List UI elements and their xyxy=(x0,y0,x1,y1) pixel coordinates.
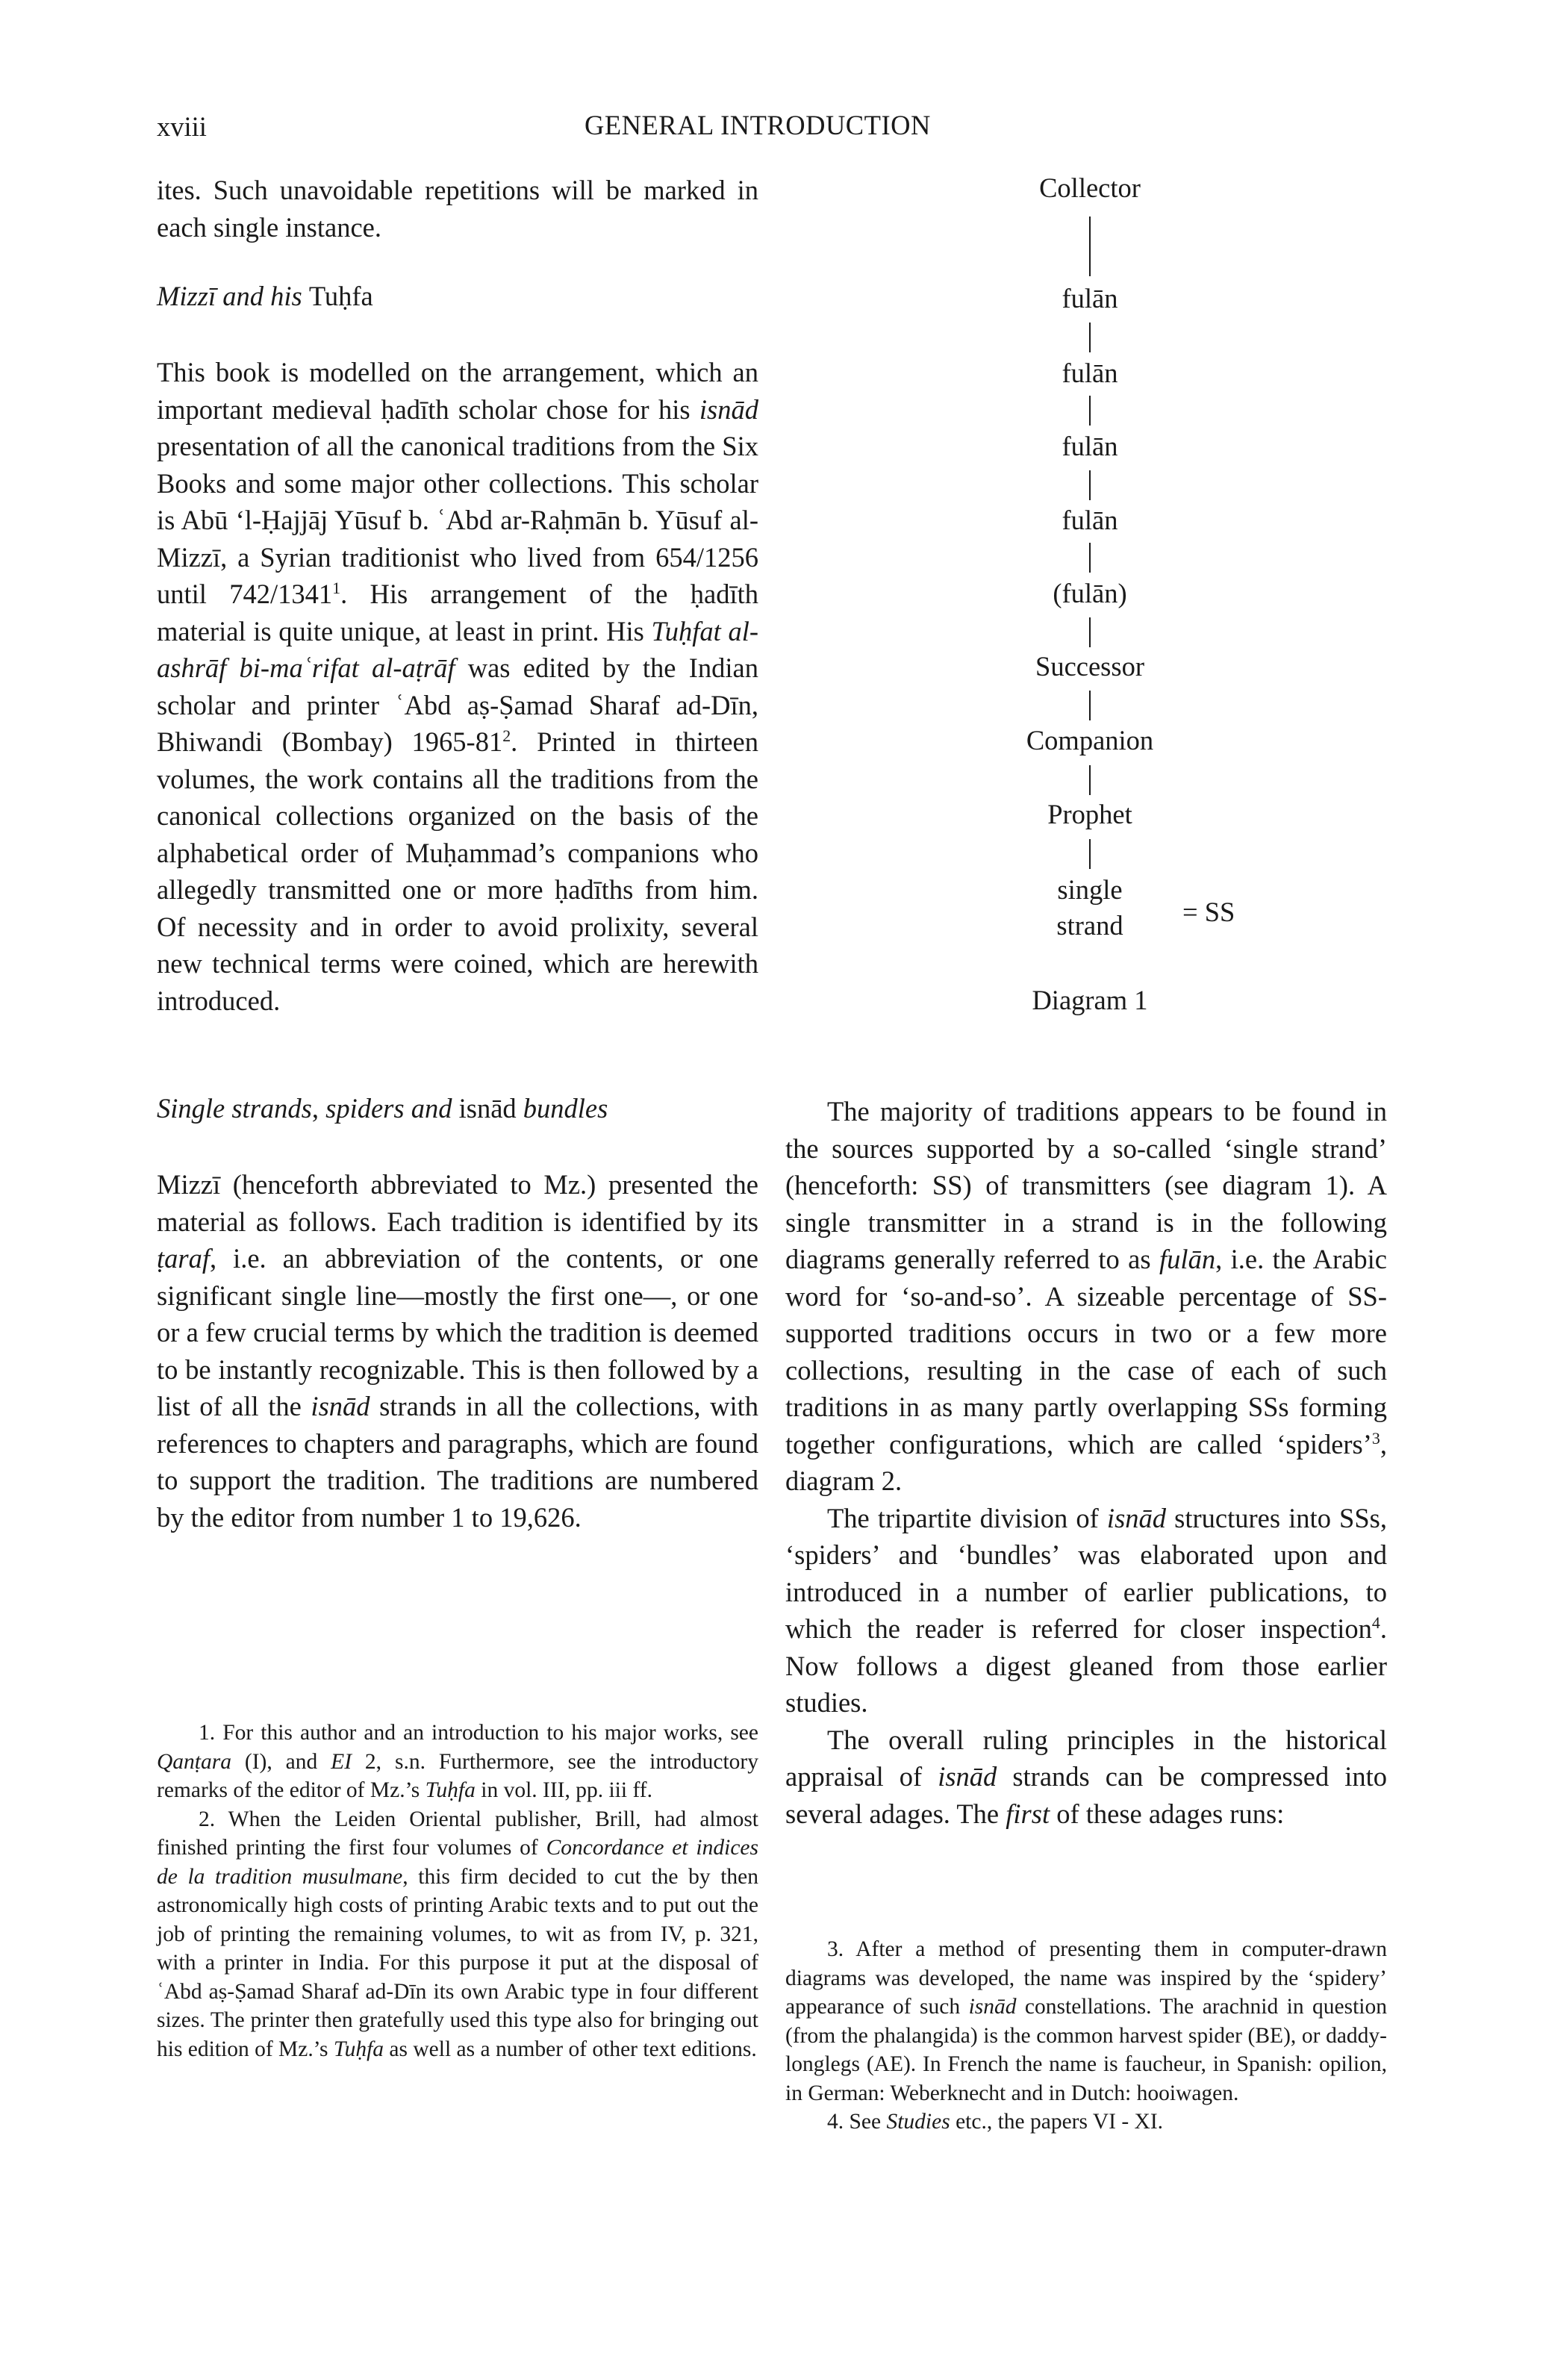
diagram-connector xyxy=(1089,396,1091,426)
footnote-4: 4. See Studies etc., the papers VI - XI. xyxy=(827,2110,1164,2134)
diagram-connector xyxy=(1089,323,1091,352)
heading-roman-part: Tuḥfa xyxy=(308,281,373,311)
paragraph-principles: The overall ruling principles in the historical appraisal of isnād strands can be compressed into several adages. The first of these adages runs: xyxy=(785,1724,1387,1829)
page-number: xviii xyxy=(157,111,207,142)
diagram-connector xyxy=(1089,617,1091,647)
footnote-ref-4[interactable]: 4 xyxy=(1371,1613,1380,1632)
intro-paragraph: ites. Such unavoidable repetitions will be marked in each single instance. xyxy=(157,175,758,243)
diagram-node-companion: Companion xyxy=(1026,725,1154,756)
diagram-node-successor: Successor xyxy=(1035,651,1144,682)
section1-paragraph: This book is modelled on the arrangement, which an important medieval ḥadīth scholar chose for his isnād presentation of all the canonical traditions from the Six Books and some major other collections. This scholar is Abū ‘l-Ḥajjāj Yūsuf b. ʿAbd ar-Raḥmān b. Yūsuf al-Mizzī, a Syrian traditionist who lived from 654/1256 until 742/1341$^1$. His arrangement of the ḥadīth material is quite unique, at least in print. His Tuḥfat al-ashrāf bi-maʿrifat al-aṭrāf was edited by the Indian scholar and printer ʿAbd aṣ-Ṣamad Sharaf ad-Dīn, Bhiwandi (Bombay) $1965-81^2$. Printed in thirteen volumes, the work contains all the traditions from the canonical collections organized on the basis of the alphabetical order of Muḥammad’s companions who allegedly transmitted one or more ḥadīths from him. Of necessity and in order to avoid prolixity, several new technical terms were coined, which are herewith introduced. xyxy=(157,357,759,1016)
diagram-node: fulān xyxy=(1062,283,1118,314)
diagram-node-single-strand: single strand xyxy=(1056,874,1123,941)
diagram-node: fulān xyxy=(1062,431,1118,461)
right-column-text xyxy=(785,1093,1387,1832)
diagram-node: fulān xyxy=(1062,358,1118,388)
diagram-node: (fulān) xyxy=(1053,578,1127,608)
section-heading-mizzi xyxy=(157,280,373,312)
diagram-connector xyxy=(1089,216,1091,276)
running-title: GENERAL INTRODUCTION xyxy=(585,110,931,140)
diagram-connector xyxy=(1089,839,1091,869)
diagram-node: fulān xyxy=(1062,505,1118,535)
footnote-ref-3[interactable]: 3 xyxy=(1371,1428,1380,1448)
diagram-connector xyxy=(1089,470,1091,500)
footnotes-left xyxy=(157,1719,758,2063)
diagram-connector xyxy=(1089,543,1091,573)
footnote-ref-1[interactable]: 1 xyxy=(332,578,341,597)
diagram-equals-ss: = SS xyxy=(1182,897,1235,927)
diagram-connector xyxy=(1089,765,1091,795)
footnote-ref-2[interactable]: 2 xyxy=(502,726,511,745)
footnotes-right xyxy=(785,1935,1387,2137)
section-heading-single-strands: Single strands, spiders and isnād bundles xyxy=(157,1093,608,1124)
diagram-caption: Diagram 1 xyxy=(1032,985,1148,1015)
paragraph-single-strand: The majority of traditions appears to be found in the sources supported by a so-called ‘single strand’ (henceforth: SS) of transmitters (see diagram 1). A single transmitter in a strand is in the following diagrams generally referred to as fulān, i.e. the Arabic word for ‘so-and-so’. A sizeable percentage of SS-supported traditions occurs in two or a few more collections, resulting in the case of each of such traditions in as many partly overlapping SSs forming together configurations, which are called ‘spiders’$^3$, diagram 2. xyxy=(785,1096,1387,1496)
section2-paragraph: Mizzī (henceforth abbreviated to Mz.) presented the material as follows. Each tradition is identified by its ṭaraf, i.e. an abbreviation of the contents, or one significant single line—mostly the first one—, or one or a few crucial terms by which the tradition is deemed to be instantly recognizable. This is then followed by a list of all the isnād strands in all the collections, with references to chapters and paragraphs, which are found to support the tradition. The traditions are numbered by the editor from number 1 to 19,626. xyxy=(157,1169,758,1533)
footnote-1: 1. For this author and an introduction to his major works, see Qanṭara (I), and EI 2, s.n. Furthermore, see the introductory remarks of the editor of Mz.’s Tuḥfa in vol. III, pp. iii ff. xyxy=(157,1721,758,1802)
diagram-node-prophet: Prophet xyxy=(1047,799,1132,829)
footnote-2: 2. When the Leiden Oriental publisher, Brill, had almost finished printing the first four volumes of Concordance et indices de la tradition musulmane, this firm decided to cut the by then astronomically high costs of printing Arabic texts and to put out the job of printing the remaining volumes, to wit as from IV, p. 321, with a printer in India. For this purpose it put at the disposal of ʿAbd aṣ-Ṣamad Sharaf ad-Dīn its own Arabic type in four different sizes. The printer then gratefully used this type also for bringing out his edition of Mz.’s Tuḥfa as well as a number of other text editions. xyxy=(157,1807,759,2061)
heading-italic-part: Mizzī and his xyxy=(157,281,309,311)
diagram-connector xyxy=(1089,691,1091,720)
diagram-node-collector: Collector xyxy=(1039,172,1141,203)
footnote-3: 3. After a method of presenting them in computer-drawn diagrams was developed, the name was inspired by the ‘spidery’ appearance of such isnād constellations. The arachnid in question (from the phalangida) is the common harvest spider (BE), or daddy-longlegs (AE). In French the name is faucheur, in Spanish: opilion, in German: Weberknecht and in Dutch: hooiwagen. xyxy=(785,1937,1387,2105)
paragraph-tripartite: The tripartite division of isnād structures into SSs, ‘spiders’ and ‘bundles’ was elaborated upon and introduced in a number of earlier publications, to which the reader is referred for closer inspection$^4$. Now follows a digest gleaned from those earlier studies. xyxy=(785,1502,1387,1718)
